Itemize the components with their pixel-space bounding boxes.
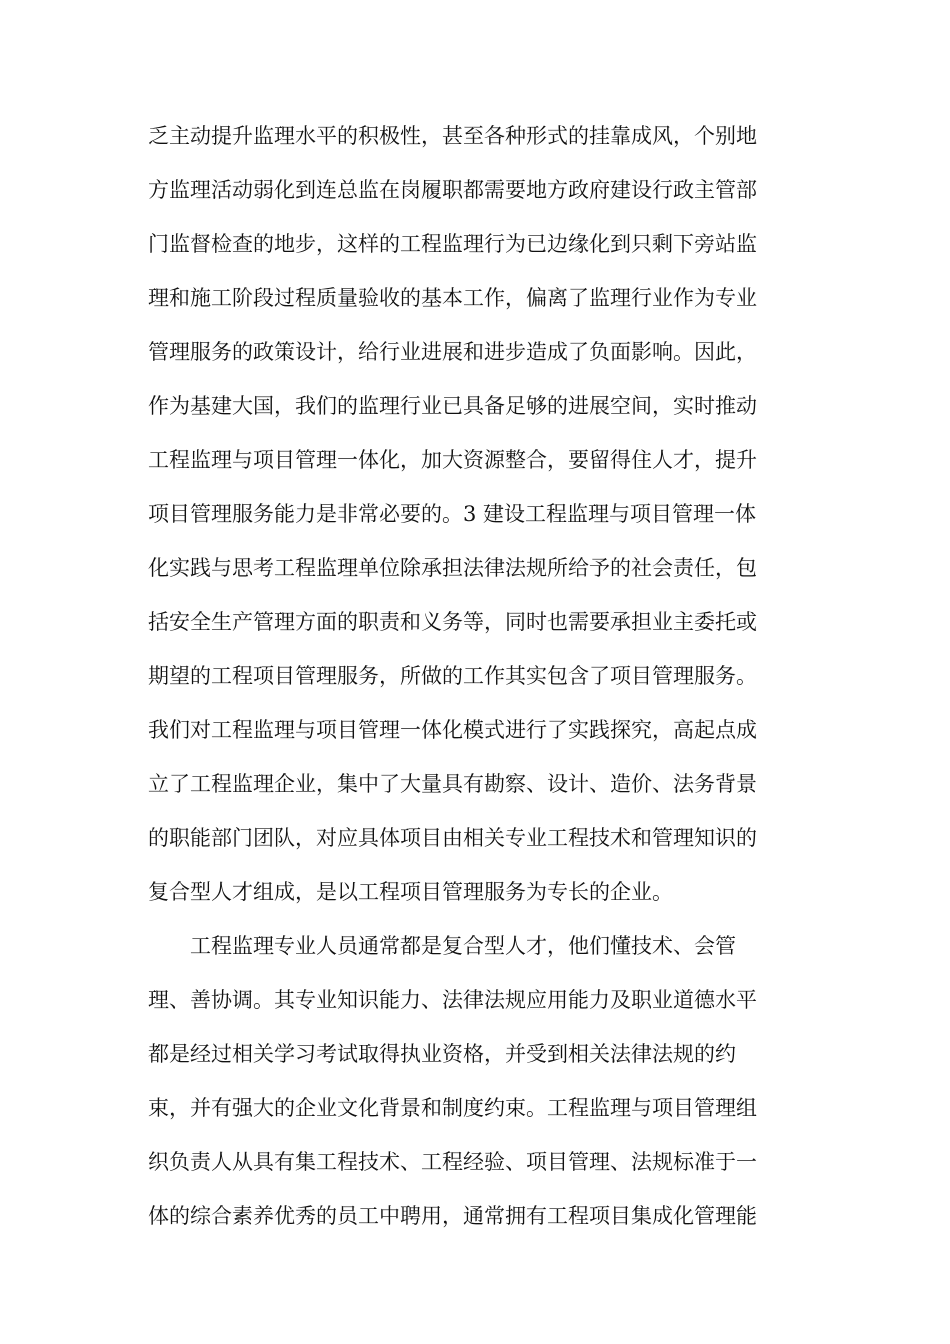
text-line: 括安全生产管理方面的职责和义务等，同时也需要承担业主委托或: [148, 610, 757, 634]
text-line: 复合型人才组成，是以工程项目管理服务为专长的企业。: [148, 880, 673, 904]
text-line: 管理服务的政策设计，给行业进展和进步造成了负面影响。因此，: [148, 340, 757, 364]
text-line: 束，并有强大的企业文化背景和制度约束。工程监理与项目管理组: [148, 1096, 757, 1120]
text-line: 项目管理服务能力是非常必要的。3 建设工程监理与项目管理一体: [148, 502, 757, 526]
text-line: 都是经过相关学习考试取得执业资格，并受到相关法律法规的约: [148, 1042, 736, 1066]
text-line: 织负责人从具有集工程技术、工程经验、项目管理、法规标准于一: [148, 1150, 757, 1174]
text-line: 体的综合素养优秀的员工中聘用，通常拥有工程项目集成化管理能: [148, 1204, 757, 1228]
text-line: 门监督检查的地步，这样的工程监理行为已边缘化到只剩下旁站监: [148, 232, 757, 256]
text-line: 工程监理与项目管理一体化，加大资源整合，要留得住人才，提升: [148, 448, 757, 472]
text-line: 期望的工程项目管理服务，所做的工作其实包含了项目管理服务。: [148, 664, 757, 688]
text-line: 理和施工阶段过程质量验收的基本工作，偏离了监理行业作为专业: [148, 286, 757, 310]
text-line: 理、善协调。其专业知识能力、法律法规应用能力及职业道德水平: [148, 988, 757, 1012]
text-line: 的职能部门团队，对应具体项目由相关专业工程技术和管理知识的: [148, 826, 757, 850]
text-line: 乏主动提升监理水平的积极性，甚至各种形式的挂靠成风，个别地: [148, 124, 757, 148]
paragraph-first-line: 工程监理专业人员通常都是复合型人才，他们懂技术、会管: [190, 934, 736, 958]
text-line: 我们对工程监理与项目管理一体化模式进行了实践探究，高起点成: [148, 718, 757, 742]
text-line: 方监理活动弱化到连总监在岗履职都需要地方政府建设行政主管部: [148, 178, 757, 202]
text-line: 立了工程监理企业，集中了大量具有勘察、设计、造价、法务背景: [148, 772, 757, 796]
text-line: 化实践与思考工程监理单位除承担法律法规所给予的社会责任，包: [148, 556, 757, 580]
text-line: 作为基建大国，我们的监理行业已具备足够的进展空间，实时推动: [148, 394, 757, 418]
